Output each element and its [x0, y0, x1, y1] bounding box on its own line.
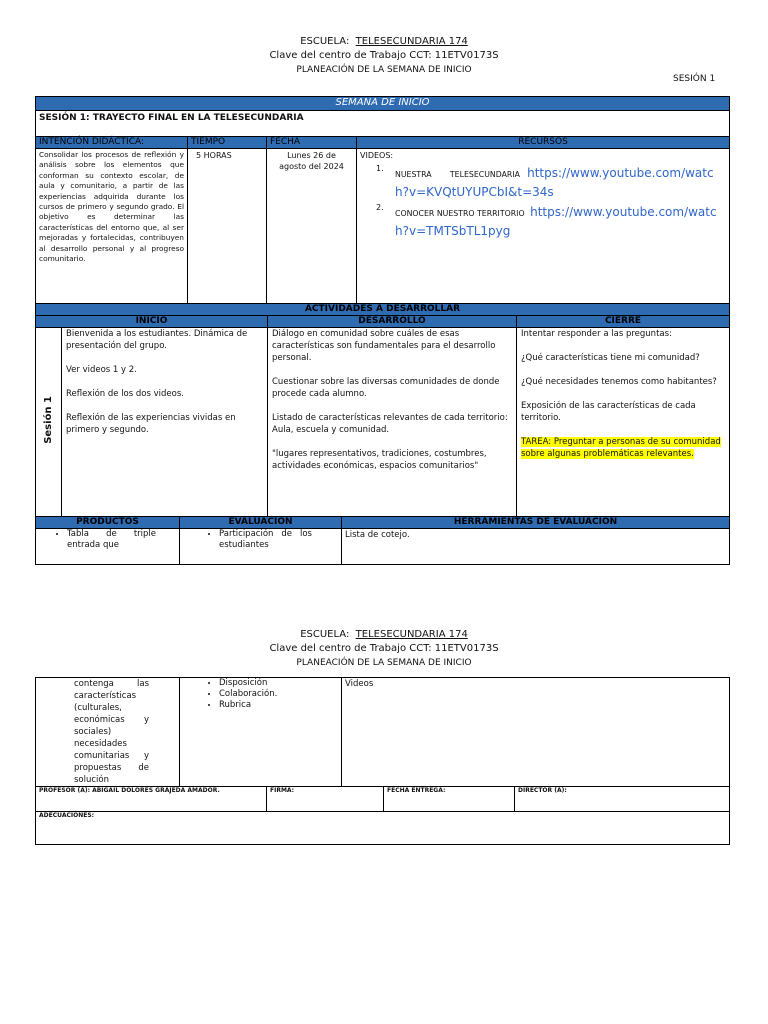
- tiempo-header: TIEMPO: [188, 137, 267, 149]
- herramientas-cell-2: Videos: [342, 678, 730, 787]
- desarrollo-item-3: Listado de características relevantes de cada territorio: Aula, escuela y comunidad.: [272, 413, 508, 435]
- recursos-header: RECURSOS: [357, 137, 730, 149]
- week-bar: SEMANA DE INICIO: [36, 97, 730, 111]
- firma-field: FIRMA:: [267, 787, 384, 812]
- productos-item: • Tabla de triple entrada que: [67, 529, 156, 551]
- video-link-2[interactable]: https://www.youtube.com/watch?v=TMTSbTL1pyg: [395, 205, 717, 238]
- director-field: DIRECTOR (A):: [515, 787, 730, 812]
- productos-cell-1: [36, 529, 180, 565]
- page-header-1: [0, 36, 768, 76]
- desarrollo-item-1: Diálogo en comunidad sobre cuáles de esas características son fundamentales para el desarrollo personal.: [272, 329, 496, 363]
- video-item-1-number: 1.: [376, 164, 384, 173]
- fecha-value: Lunes 26 de agosto del 2024: [267, 149, 357, 304]
- cierre-item-3: ¿Qué necesidades tenemos como habitantes?: [521, 377, 717, 387]
- productos-continuation: contenga las características (culturales, económicas y sociales) necesidades comunitarias y propuestas de solución: [74, 679, 149, 785]
- tarea-highlight: TAREA: Preguntar a personas de su comunidad sobre algunas problemáticas relevantes.: [521, 437, 721, 459]
- adecuaciones-field: ADECUACIONES:: [36, 812, 730, 845]
- herramientas-cell-1: Lista de cotejo.: [342, 529, 730, 565]
- video-item-2-number: 2.: [376, 203, 384, 212]
- evaluacion-item-disposicion: • Disposición: [219, 678, 338, 689]
- page-header-2: [0, 629, 768, 669]
- session-side-cell: [36, 328, 62, 517]
- productos-header: PRODUCTOS: [36, 517, 180, 529]
- evaluacion-cell-1: [180, 529, 342, 565]
- school-name-2: TELESECUNDARIA 174: [355, 629, 468, 640]
- planeacion-line: PLANEACIÓN DE LA SEMANA DE INICIO: [296, 65, 472, 75]
- herramientas-header: HERRAMIENTAS DE EVALUACION: [342, 517, 730, 529]
- school-label-2: ESCUELA:: [300, 629, 350, 640]
- school-line: [0, 36, 768, 48]
- evaluacion-cell-2: [180, 678, 342, 787]
- desarrollo-header: DESARROLLO: [268, 316, 517, 328]
- video-item-2-title: CONOCER NUESTRO TERRITORIO: [395, 209, 525, 218]
- evaluacion-header: EVALUACION: [180, 517, 342, 529]
- fecha-entrega-field: FECHA ENTREGA:: [384, 787, 515, 812]
- session-title: SESIÓN 1: TRAYECTO FINAL EN LA TELESECUNDARIA: [36, 111, 730, 137]
- cierre-item-1: Intentar responder a las preguntas:: [521, 329, 672, 339]
- video-item-1-title: NUESTRA TELESECUNDARIA: [395, 170, 520, 179]
- intencion-header: INTENCIÓN DIDÁCTICA:: [36, 137, 188, 149]
- recursos-cell: [357, 149, 730, 304]
- session-tag: SESIÓN 1: [673, 74, 716, 84]
- cct-line-2: Clave del centro de Trabajo CCT: 11ETV0173S: [269, 643, 499, 654]
- profesor-field: PROFESOR (A): ABIGAIL DOLORES GRAJEDA AMADOR.: [36, 787, 267, 812]
- inicio-item-1: Bienvenida a los estudiantes. Dinámica de presentación del grupo.: [66, 329, 248, 351]
- cierre-item-2: ¿Qué características tiene mi comunidad?: [521, 353, 700, 363]
- fecha-header: FECHA: [267, 137, 357, 149]
- evaluacion-item-participacion: • Participación de los estudiantes: [219, 529, 312, 551]
- inicio-item-2: Ver videos 1 y 2.: [66, 365, 137, 375]
- intencion-text: Consolidar los procesos de reflexión y análisis sobre los elementos que conforman su contexto escolar, de aula y comunitario, a partir de las experiencias adquirida durante los cursos de primero y segundo grado. El objetivo es determinar las características del entorno que, al ser mejoradas y fortalecidas, contribuyen al desarrollo personal y al progreso comunitario.: [36, 149, 188, 304]
- video-item-2: [360, 201, 726, 239]
- inicio-cell: [62, 328, 268, 517]
- video-item-1: [360, 162, 726, 200]
- session-side-label: Sesión 1: [43, 396, 54, 444]
- desarrollo-item-2: Cuestionar sobre las diversas comunidades de donde procede cada alumno.: [272, 377, 500, 399]
- productos-cell-2: [36, 678, 180, 787]
- tiempo-value: 5 HORAS: [188, 149, 267, 304]
- planning-table-continuation: [35, 677, 729, 845]
- school-name: TELESECUNDARIA 174: [355, 36, 468, 47]
- inicio-item-3: Reflexión de los dos videos.: [66, 389, 184, 399]
- inicio-header: INICIO: [36, 316, 268, 328]
- school-line-2: [0, 629, 768, 641]
- cct-line: Clave del centro de Trabajo CCT: 11ETV0173S: [269, 50, 499, 61]
- desarrollo-item-4: "lugares representativos, tradiciones, costumbres, actividades económicas, espacios comunitarios": [272, 449, 487, 471]
- evaluacion-item-colaboracion: • Colaboración.: [219, 689, 338, 700]
- school-label: ESCUELA:: [300, 36, 350, 47]
- planning-table-session-1: [35, 96, 729, 565]
- planeacion-line-2: PLANEACIÓN DE LA SEMANA DE INICIO: [296, 658, 472, 668]
- desarrollo-cell: [268, 328, 517, 517]
- actividades-header: ACTIVIDADES A DESARROLLAR: [36, 304, 730, 316]
- cierre-cell: [517, 328, 730, 517]
- cierre-header: CIERRE: [517, 316, 730, 328]
- cierre-item-4: Exposición de las características de cada territorio.: [521, 401, 696, 423]
- evaluacion-item-rubrica: • Rubrica: [219, 700, 338, 711]
- videos-label: VIDEOS:: [360, 151, 394, 160]
- inicio-item-4: Reflexión de las experiencias vividas en primero y segundo.: [66, 413, 236, 435]
- video-link-1[interactable]: https://www.youtube.com/watch?v=KVQtUYUPCbI&t=34s: [395, 166, 714, 199]
